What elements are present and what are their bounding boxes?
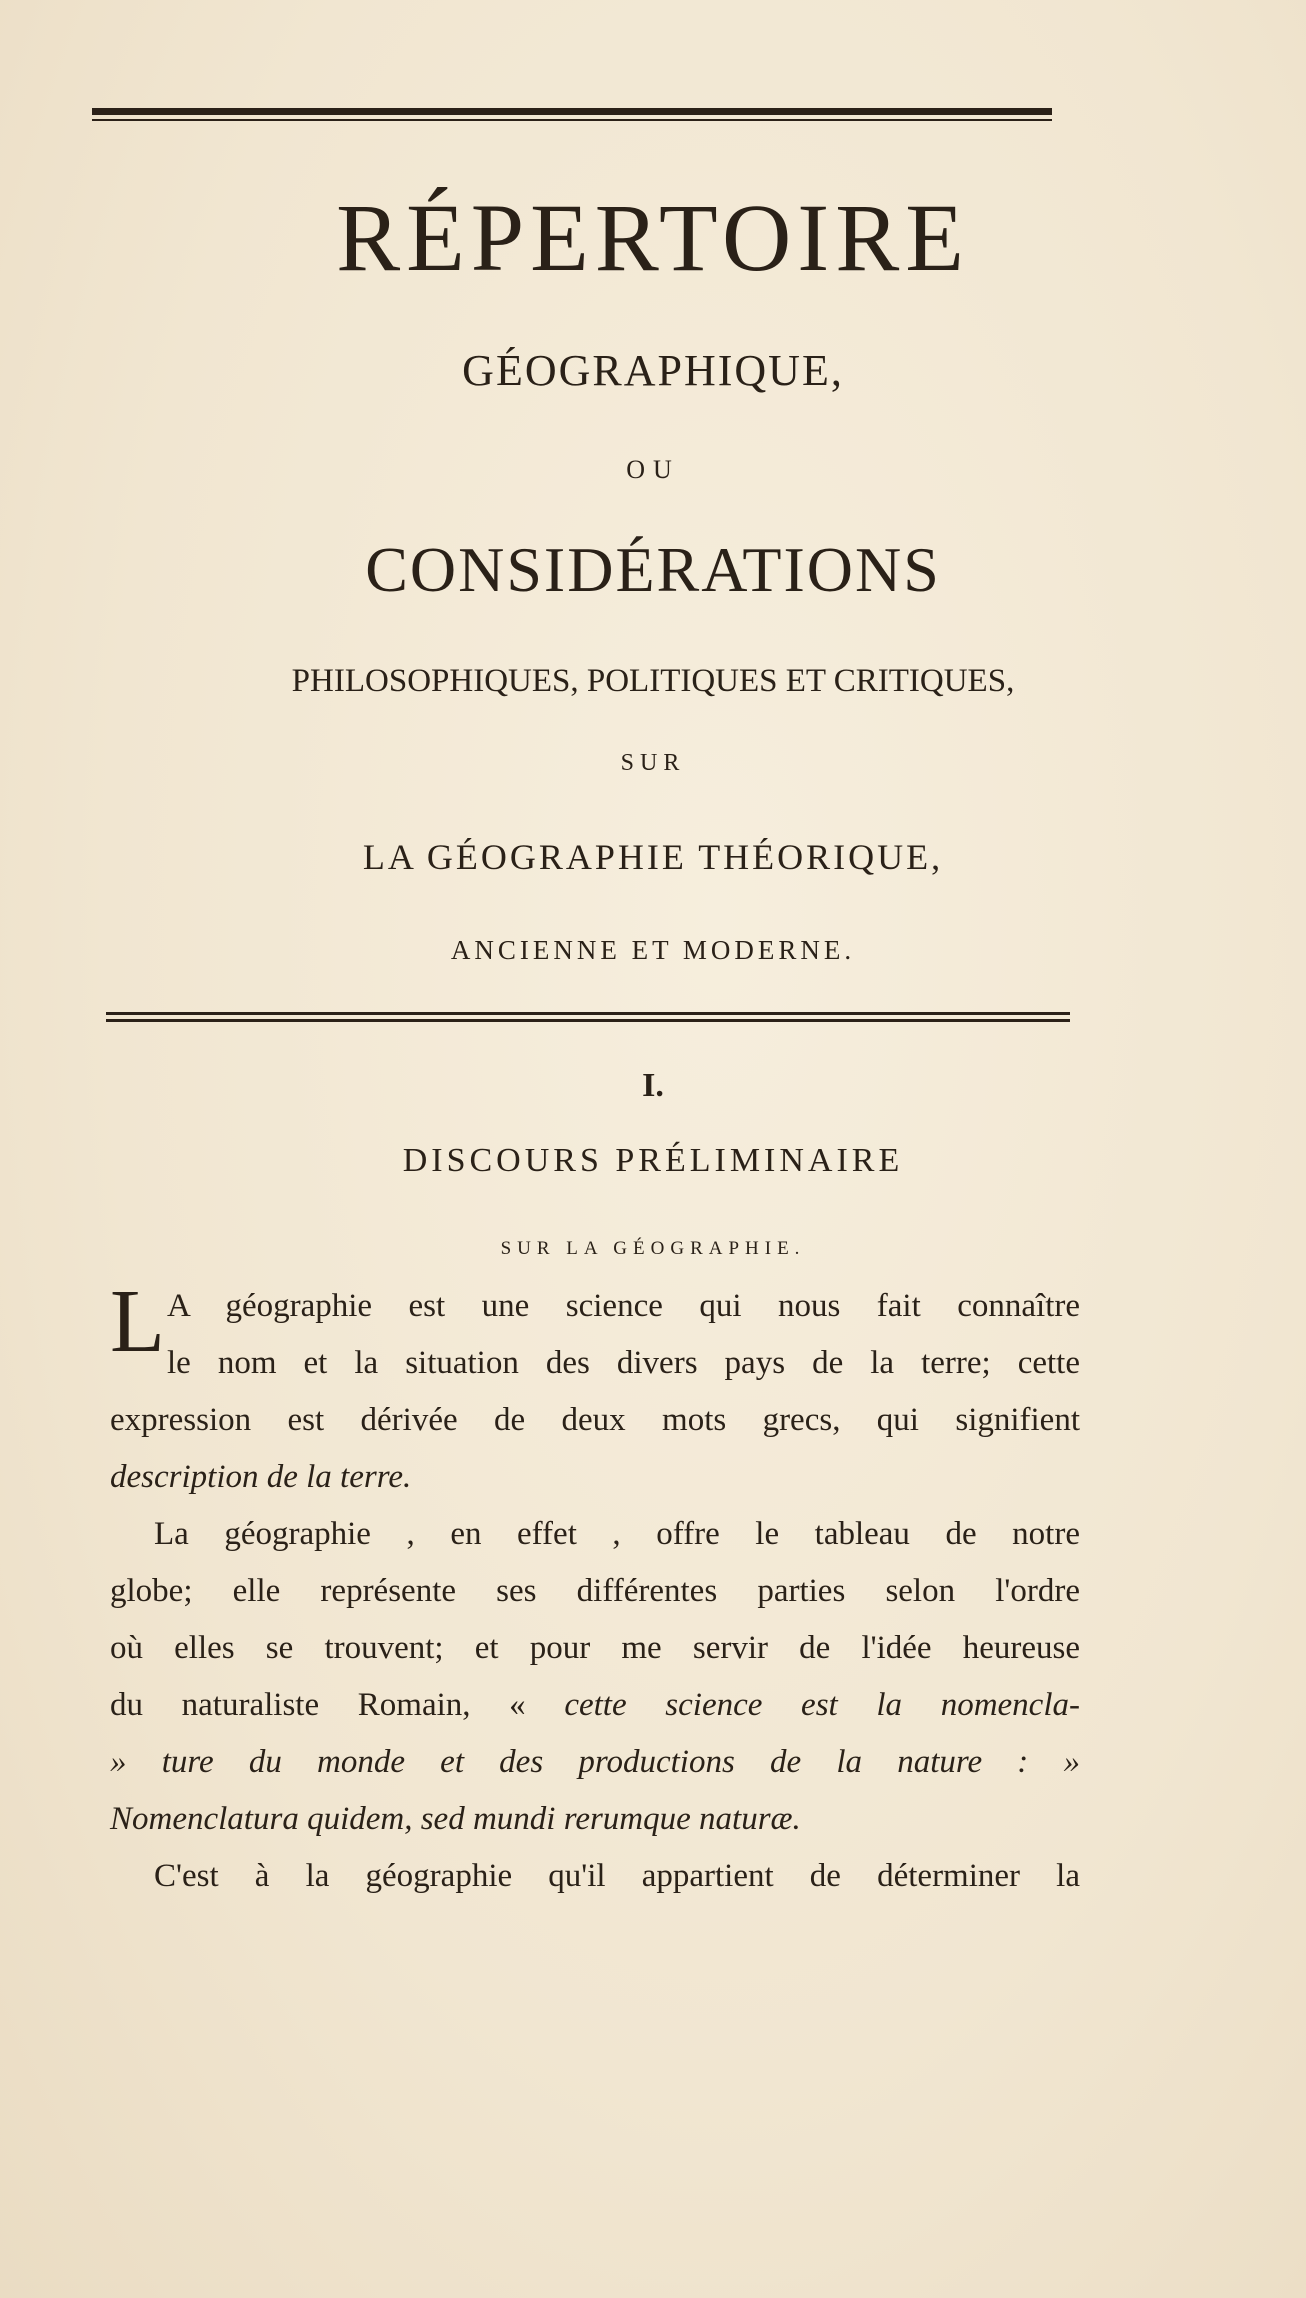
text-line: expression est dérivée de deux mots grecs, qui signifient — [110, 1402, 1080, 1438]
section-subheading: SUR LA GÉOGRAPHIE. — [500, 1238, 806, 1259]
italic-phrase: Nomenclatura quidem, sed mundi rerumque naturæ. — [110, 1801, 801, 1837]
text-line — [110, 1734, 1080, 1791]
text-line: C'est à la géographie qu'il appartient de déterminer la — [154, 1858, 1080, 1894]
text-line: où elles se trouvent; et pour me servir de l'idée heureuse — [110, 1630, 1080, 1666]
title-ou: OU — [626, 455, 680, 484]
section-number: I. — [642, 1067, 664, 1104]
italic-phrase: cette science est la nomencla- — [564, 1687, 1080, 1723]
text-line — [110, 1449, 1080, 1506]
drop-cap: L — [110, 1272, 165, 1371]
title-geographique: GÉOGRAPHIQUE, — [462, 346, 844, 395]
title-considerations: CONSIDÉRATIONS — [365, 534, 941, 605]
text-line — [110, 1677, 1080, 1734]
text-line: globe; elle représente ses différentes parties selon l'ordre — [110, 1573, 1080, 1609]
text-line: La géographie , en effet , offre le tableau de notre — [154, 1516, 1080, 1552]
italic-phrase: description de la terre. — [110, 1459, 412, 1495]
title-ancienne-moderne: ANCIENNE ET MODERNE. — [450, 935, 856, 965]
top-double-rule — [92, 108, 1052, 121]
title-philosophiques: PHILOSOPHIQUES, POLITIQUES ET CRITIQUES, — [291, 663, 1015, 699]
title-sur: SUR — [620, 750, 686, 776]
title-geographie-theorique: LA GÉOGRAPHIE THÉORIQUE, — [362, 837, 944, 877]
body-text — [110, 1272, 1080, 1905]
text-line: A géographie est une science qui nous fait connaître — [166, 1288, 1080, 1324]
italic-phrase: » ture du monde et des productions de la nature : » — [110, 1744, 1080, 1780]
section-heading: DISCOURS PRÉLIMINAIRE — [402, 1142, 904, 1179]
text-line: le nom et la situation des divers pays de la terre; cette — [166, 1345, 1080, 1381]
text-line — [110, 1791, 1080, 1848]
middle-double-rule — [106, 1012, 1070, 1022]
text-segment: du naturaliste Romain, « — [110, 1687, 565, 1723]
title-repertoire: RÉPERTOIRE — [336, 184, 970, 291]
